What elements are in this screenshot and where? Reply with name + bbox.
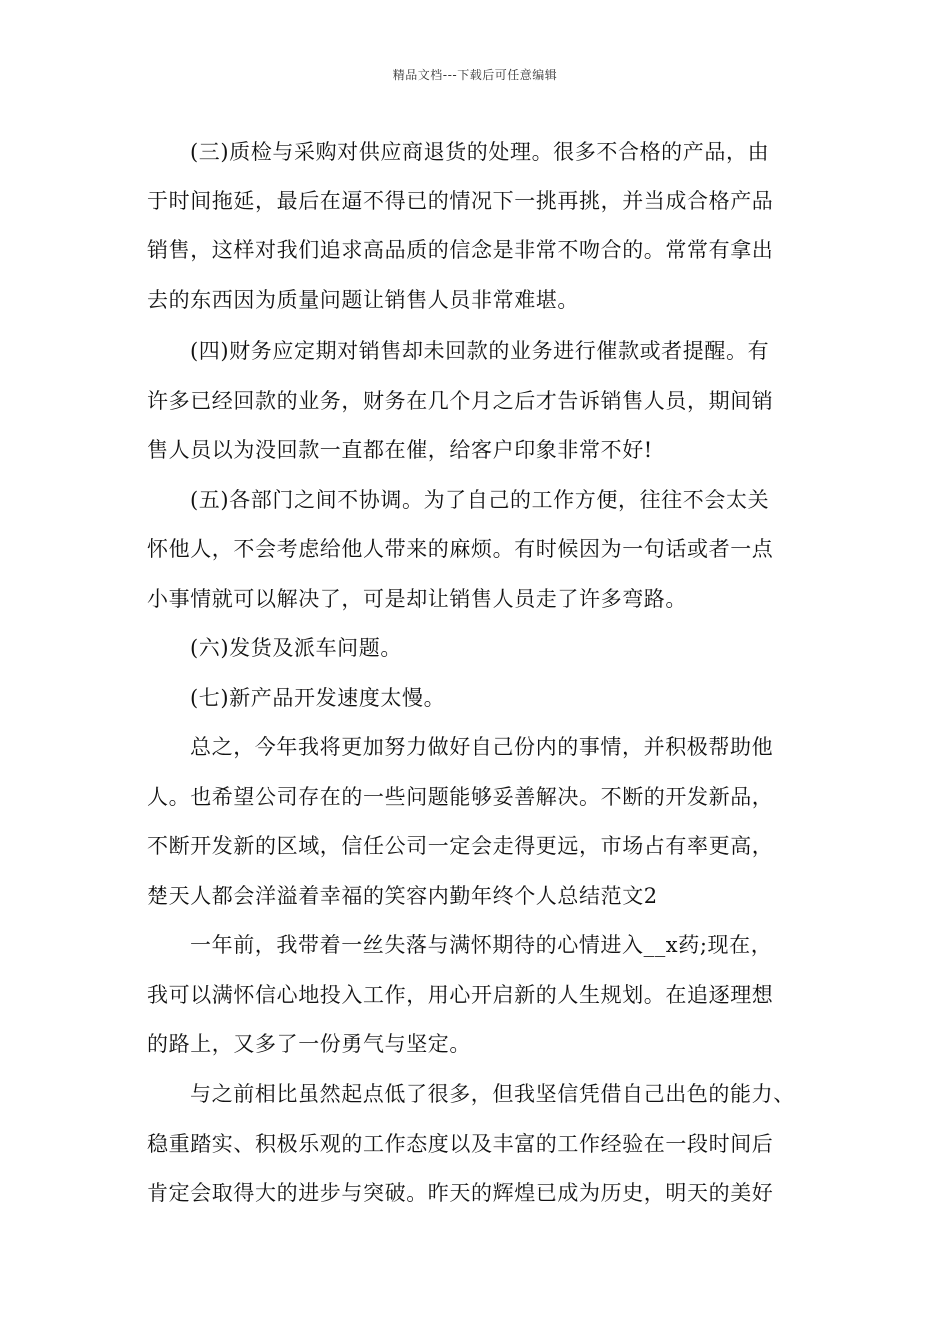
paragraph-line: 怀他人，不会考虑给他人带来的麻烦。有时候因为一句话或者一点 xyxy=(147,537,774,561)
paragraph-line: (六)发货及派车问题。 xyxy=(190,636,402,660)
paragraph-line: 小事情就可以解决了，可是却让销售人员走了许多弯路。 xyxy=(147,587,687,611)
paragraph-line: 人。也希望公司存在的一些问题能够妥善解决。不断的开发新品， xyxy=(147,785,774,809)
paragraph-line: 一年前，我带着一丝失落与满怀期待的心情进入__x药;现在， xyxy=(190,933,773,957)
paragraph-line: 与之前相比虽然起点低了很多，但我坚信凭借自己出色的能力、 xyxy=(190,1082,795,1106)
paragraph-line: 销售，这样对我们追求高品质的信念是非常不吻合的。常常有拿出 xyxy=(147,238,774,262)
paragraph-line: 去的东西因为质量问题让销售人员非常难堪。 xyxy=(147,288,579,312)
paragraph-line: (三)质检与采购对供应商退货的处理。很多不合格的产品，由 xyxy=(190,140,770,164)
paragraph-line: (七)新产品开发速度太慢。 xyxy=(190,686,446,710)
paragraph-line: 稳重踏实、积极乐观的工作态度以及丰富的工作经验在一段时间后 xyxy=(147,1132,774,1156)
paragraph-line: (五)各部门之间不协调。为了自己的工作方便，往往不会太关 xyxy=(190,488,770,512)
paragraph-line: 许多已经回款的业务，财务在几个月之后才告诉销售人员，期间销 xyxy=(147,389,774,413)
paragraph-line: 肯定会取得大的进步与突破。昨天的辉煌已成为历史，明天的美好 xyxy=(147,1181,774,1205)
paragraph-line: 于时间拖延，最后在逼不得已的情况下一挑再挑，并当成合格产品 xyxy=(147,189,774,213)
paragraph-line: (四)财务应定期对销售却未回款的业务进行催款或者提醒。有 xyxy=(190,339,770,363)
paragraph-line: 楚天人都会洋溢着幸福的笑容内勤年终个人总结范文2 xyxy=(147,884,658,908)
paragraph-line: 不断开发新的区域，信任公司一定会走得更远，市场占有率更高， xyxy=(147,834,774,858)
paragraph-line: 总之，今年我将更加努力做好自己份内的事情，并积极帮助他 xyxy=(190,735,774,759)
paragraph-line: 我可以满怀信心地投入工作，用心开启新的人生规划。在追逐理想 xyxy=(147,983,774,1007)
paragraph-line: 售人员以为没回款一直都在催，给客户印象非常不好! xyxy=(147,438,653,462)
page-header: 精品文档---下载后可任意编辑 xyxy=(392,68,558,82)
paragraph-line: 的路上，又多了一份勇气与坚定。 xyxy=(147,1032,471,1056)
